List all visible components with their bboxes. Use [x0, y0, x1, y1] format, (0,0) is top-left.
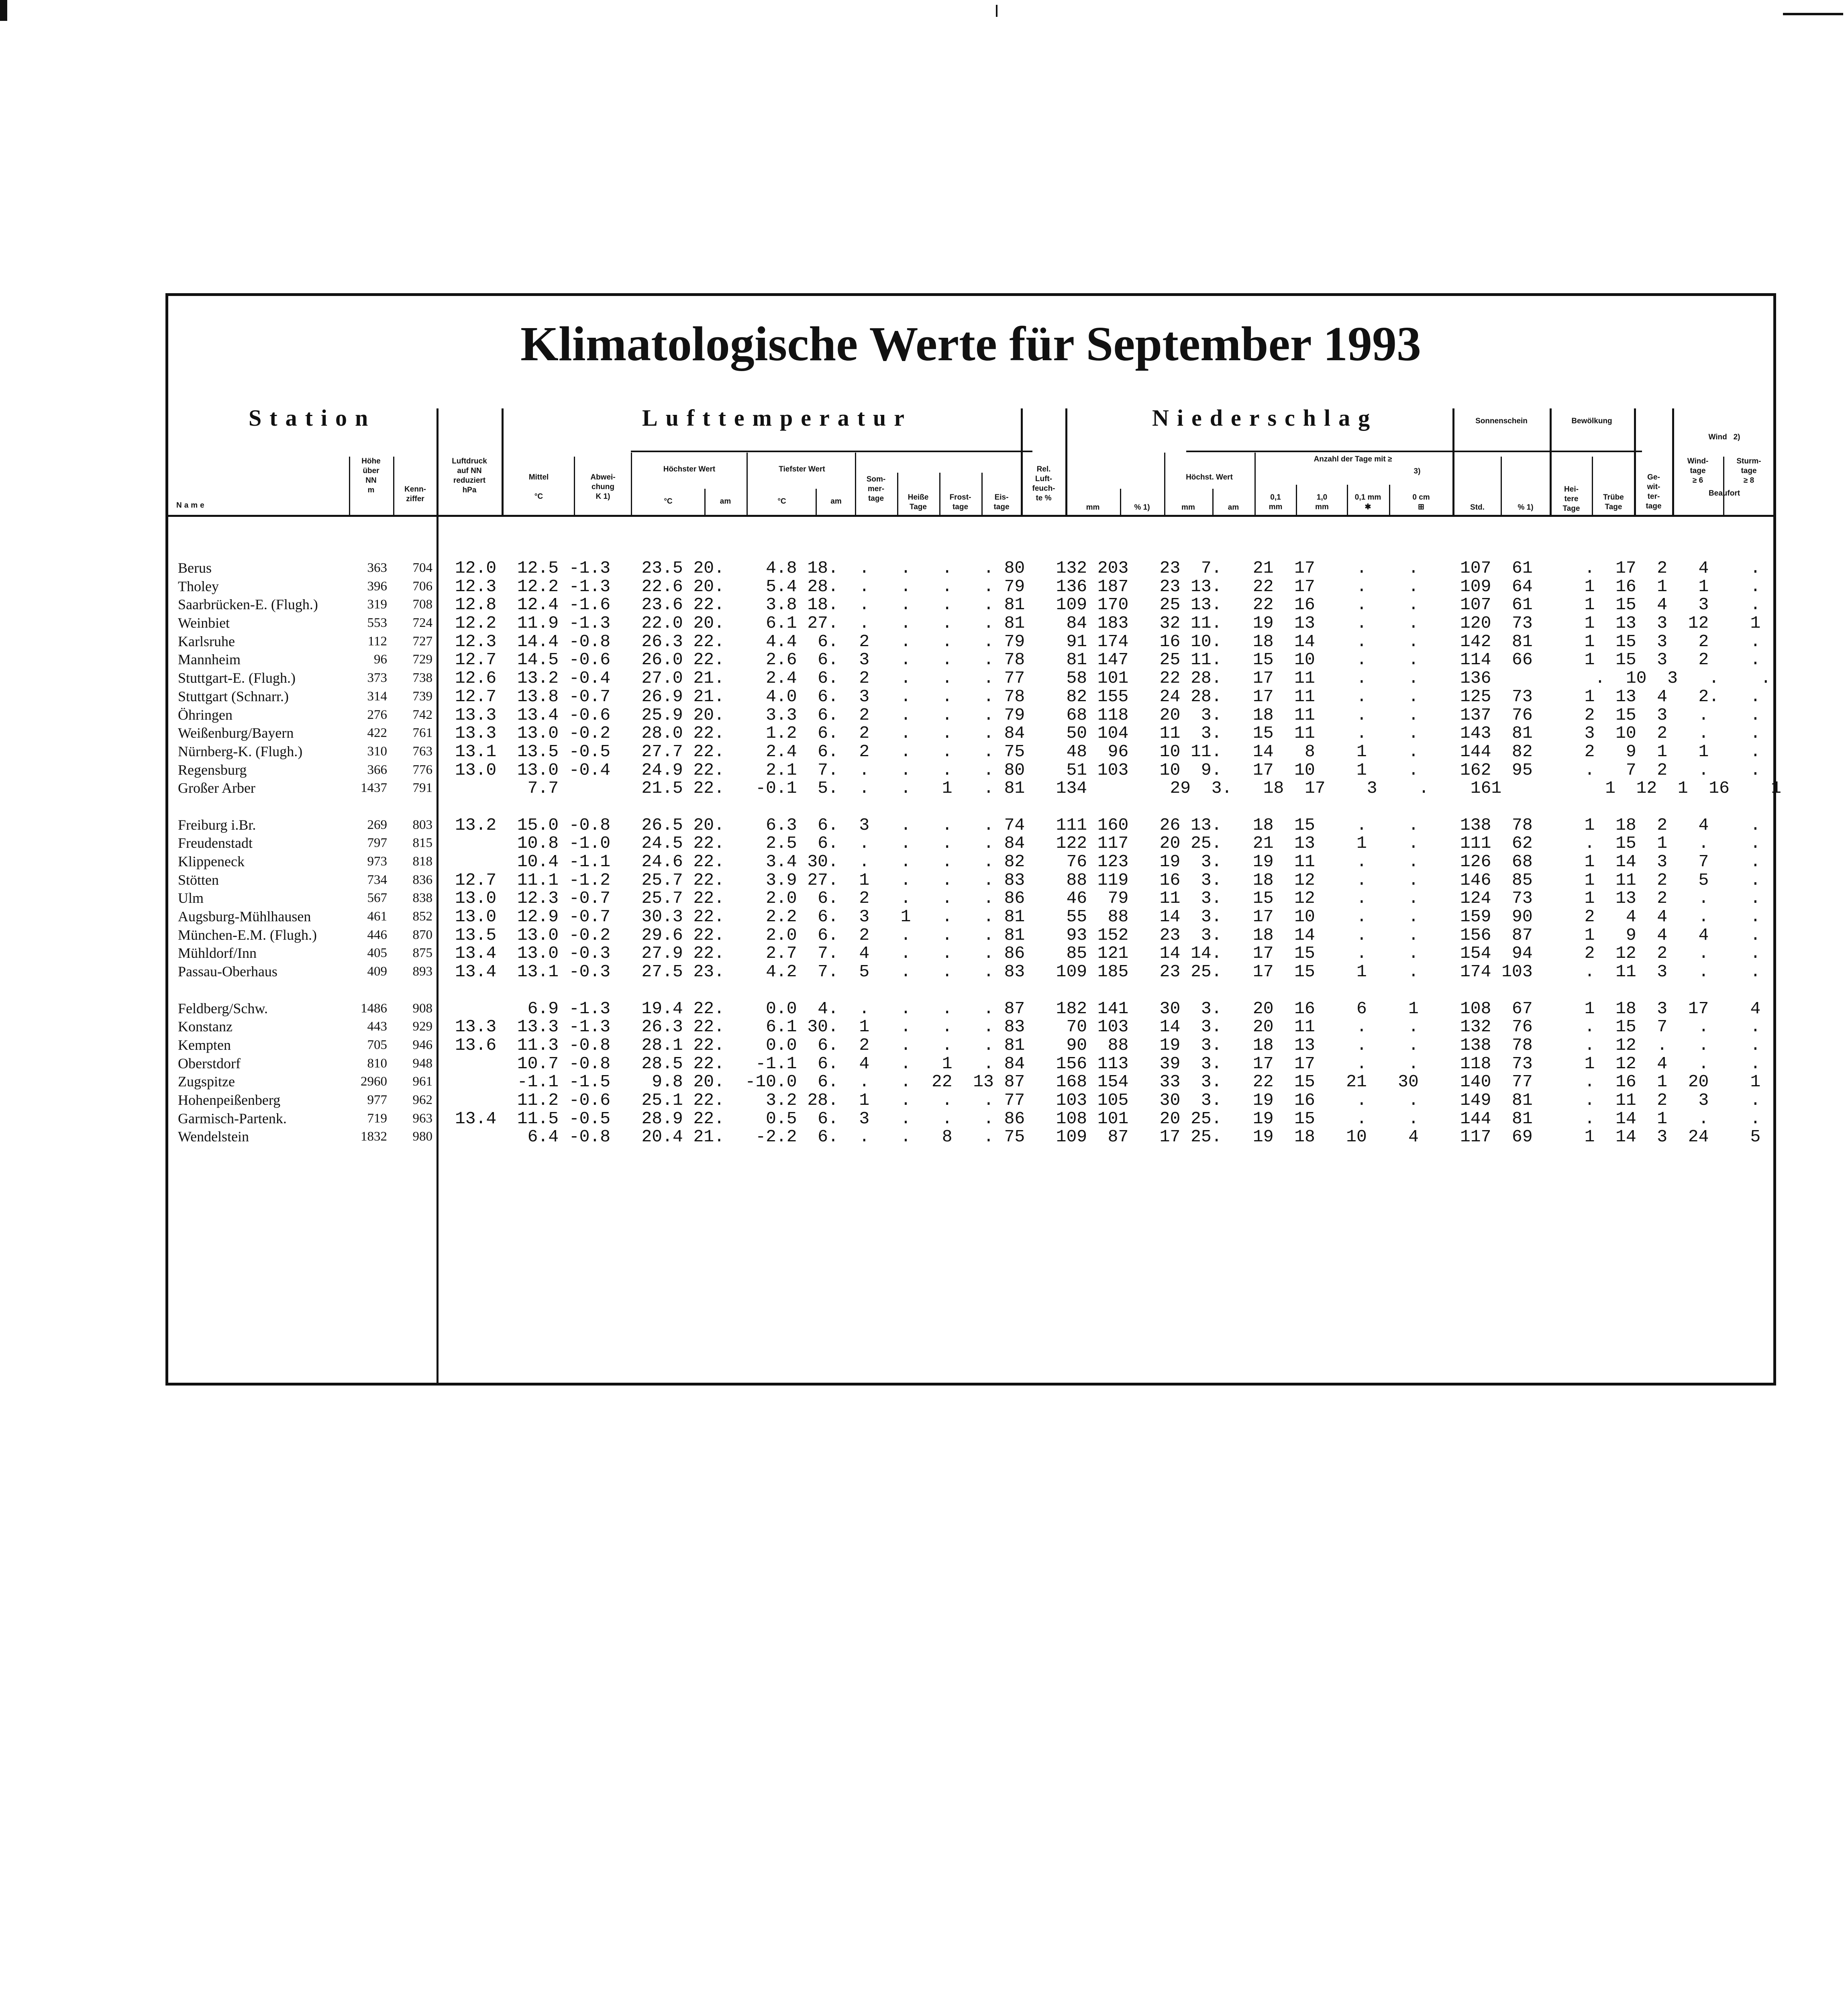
station-kennziffer: 870	[412, 927, 432, 942]
station-name: Klippeneck	[178, 853, 245, 869]
station-name: Regensburg	[178, 761, 247, 778]
hdr-hoechster-am: am	[720, 497, 731, 506]
station-hoehe: 1437	[361, 781, 387, 796]
station-values: 13.4 13.0 -0.3 27.9 22. 2.7 7. 4 . . . 86 85 121 14 14. 17 15 . . 154 94 2 12 2 . .	[455, 943, 1761, 963]
station-hoehe: 553	[367, 616, 387, 631]
station-values: 7.7 21.5 22. -0.1 5. . . 1 . 81 134 29 3. 18 17 3 . 161 1 12 1 16 1	[455, 778, 1781, 798]
station-values: 13.3 13.0 -0.2 28.0 22. 1.2 6. 2 . . . 84 50 104 11 3. 15 11 . . 143 81 3 10 2 . .	[455, 723, 1761, 743]
station-kennziffer: 962	[412, 1092, 432, 1107]
station-hoehe: 112	[367, 634, 387, 649]
station-kennziffer: 742	[412, 707, 432, 722]
hdr-ns-mm: mm	[1086, 503, 1100, 512]
header-sub-rule-ns	[1186, 451, 1642, 452]
station-name: Augsburg-Mühlhausen	[178, 908, 311, 925]
station-kennziffer: 980	[412, 1129, 432, 1144]
station-hoehe: 2960	[361, 1074, 387, 1089]
hdr-luftdruck: Luftdruck auf NN reduziert hPa	[452, 457, 487, 494]
hdr-heisse-tage: Heiße Tage	[908, 493, 929, 511]
station-kennziffer: 708	[412, 597, 432, 612]
hdr-anzahl-3: 3)	[1414, 467, 1421, 475]
station-values: 10.4 -1.1 24.6 22. 3.4 30. . . . . 82 76 123 19 3. 19 11 . . 126 68 1 14 3 7 .	[455, 852, 1761, 871]
station-hoehe: 396	[367, 579, 387, 594]
station-kennziffer: 946	[412, 1037, 432, 1052]
section-niederschlag: Niederschlag	[1152, 405, 1378, 431]
station-hoehe: 314	[367, 689, 387, 704]
hdr-hoehe: Höhe über NN m	[361, 457, 381, 494]
station-values: 6.9 -1.3 19.4 22. 0.0 4. . . . . 87 182 141 30 3. 20 16 6 1 108 67 1 18 3 17 4	[455, 998, 1761, 1018]
group-spacer	[393, 798, 432, 816]
station-hoehe: 567	[367, 891, 387, 906]
station-kennziffer: 727	[412, 634, 432, 649]
station-values: 12.3 14.4 -0.8 26.3 22. 4.4 6. 2 . . . 79 91 174 16 10. 18 14 . . 142 81 1 15 3 2 .	[455, 631, 1761, 651]
station-name: Zugspitze	[178, 1073, 235, 1090]
station-name: Oberstdorf	[178, 1055, 241, 1071]
hdr-hoechst-wert: Höchst. Wert	[1186, 473, 1233, 482]
station-values: 13.6 11.3 -0.8 28.1 22. 0.0 6. 2 . . . 81 90 88 19 3. 18 13 . . 138 78 . 12 . . .	[455, 1035, 1761, 1055]
hdr-eistage: Eis- tage	[993, 493, 1010, 511]
group-spacer	[351, 981, 387, 1000]
col-sep-hoechst-ns-am	[1212, 489, 1214, 515]
station-hoehe: 719	[367, 1111, 387, 1126]
station-hoehe: 269	[367, 817, 387, 832]
station-hoehe: 405	[367, 946, 387, 961]
station-hoehe: 973	[367, 854, 387, 869]
station-hoehe: 810	[367, 1056, 387, 1071]
col-sep-eis	[981, 473, 983, 515]
page-title: Klimatologische Werte für September 1993	[520, 317, 1422, 371]
hdr-hoechst-mm: mm	[1181, 503, 1195, 512]
hdr-sturmtage: Sturm- tage ≥ 8	[1736, 457, 1761, 485]
station-kennziffer: 836	[412, 872, 432, 887]
station-hoehe-column	[351, 559, 387, 1146]
hdr-ge-01mm: 0,1 mm	[1269, 493, 1283, 511]
station-values: -1.1 -1.5 9.8 20. -10.0 6. . . 22 13 87 168 154 33 3. 22 15 21 30 140 77 . 16 1 20 1	[455, 1072, 1761, 1092]
col-sep-sonne-pct	[1501, 457, 1502, 515]
hdr-windtage: Wind- tage ≥ 6	[1687, 457, 1709, 485]
station-values: 13.5 13.0 -0.2 29.6 22. 2.0 6. 2 . . . 81 93 152 23 3. 18 14 . . 156 87 1 9 4 4 .	[455, 925, 1761, 945]
hdr-bewoelkung: Bewölkung	[1571, 417, 1612, 425]
station-values: 13.0 12.3 -0.7 25.7 22. 2.0 6. 2 . . . 86 46 79 11 3. 15 12 . . 124 73 1 13 2 . .	[455, 888, 1761, 908]
station-name: Wendelstein	[178, 1128, 249, 1145]
station-hoehe: 319	[367, 597, 387, 612]
group-spacer	[178, 798, 318, 816]
station-kennziffer: 763	[412, 744, 432, 759]
hdr-sonnenschein: Sonnenschein	[1475, 417, 1528, 425]
station-values: 12.7 11.1 -1.2 25.7 22. 3.9 27. 1 . . . 83 88 119 16 3. 18 12 . . 146 85 1 11 2 5 .	[455, 870, 1761, 890]
hdr-kennziffer: Kenn- ziffer	[404, 485, 426, 503]
header-bottom-rule	[168, 515, 1773, 517]
col-sep-sonne	[1452, 408, 1454, 515]
station-hoehe: 96	[374, 652, 387, 667]
hdr-schnee-01: 0,1 mm ✱	[1354, 493, 1381, 511]
station-values: 11.2 -0.6 25.1 22. 3.2 28. 1 . . . 77 103 105 30 3. 19 16 . . 149 81 . 11 2 3 .	[455, 1090, 1761, 1110]
station-name: Garmisch-Partenk.	[178, 1110, 287, 1126]
station-kennziffer: 706	[412, 579, 432, 594]
col-sep-ns-mm	[1120, 489, 1121, 515]
station-name: München-E.M. (Flugh.)	[178, 926, 317, 943]
section-lufttemperatur: Lufttemperatur	[642, 405, 913, 431]
hdr-rel-feuchte: Rel. Luft- feuch- te %	[1032, 465, 1055, 502]
scan-edge-mark-top	[996, 5, 997, 17]
group-spacer	[393, 981, 432, 1000]
station-kennziffer: 791	[412, 781, 432, 796]
hdr-wind: Wind 2)	[1708, 433, 1740, 441]
station-kennziffer: 724	[412, 616, 432, 631]
group-spacer	[351, 798, 387, 816]
section-station: Station	[249, 405, 376, 431]
station-name: Feldberg/Schw.	[178, 1000, 268, 1016]
col-sep-hoechst-am	[704, 489, 706, 515]
station-kennziffer: 893	[412, 964, 432, 979]
col-sep-anzahl	[1254, 453, 1256, 515]
station-name: Stötten	[178, 871, 219, 888]
station-kennziffer: 908	[412, 1001, 432, 1016]
hdr-truebe-tage: Trübe Tage	[1603, 493, 1624, 511]
station-values: 12.2 11.9 -1.3 22.0 20. 6.1 27. . . . . 81 84 183 32 11. 19 13 . . 120 73 1 13 3 12 1	[455, 613, 1761, 633]
station-kennziffer: 729	[412, 652, 432, 667]
col-sep-sturm	[1723, 457, 1724, 515]
station-hoehe: 705	[367, 1037, 387, 1052]
station-values: 13.4 13.1 -0.3 27.5 23. 4.2 7. 5 . . . 83 109 185 23 25. 17 15 1 . 174 103 . 11 3 . .	[455, 962, 1761, 982]
station-values: 12.7 14.5 -0.6 26.0 22. 2.6 6. 3 . . . 78 81 147 25 11. 15 10 . . 114 66 1 15 3 2 .	[455, 650, 1761, 670]
station-hoehe: 276	[367, 707, 387, 722]
hdr-frosttage: Frost- tage	[949, 493, 971, 511]
col-sep-mittel	[574, 457, 575, 515]
station-hoehe: 310	[367, 744, 387, 759]
station-hoehe: 1486	[361, 1001, 387, 1016]
station-name: Stuttgart (Schnarr.)	[178, 688, 289, 704]
station-values: 13.1 13.5 -0.5 27.7 22. 2.4 6. 2 . . . 75 48 96 10 11. 14 8 1 . 144 82 2 9 1 1 .	[455, 741, 1761, 761]
station-hoehe: 409	[367, 964, 387, 979]
col-sep-hoechst-ns	[1164, 453, 1165, 515]
station-values: 13.0 13.0 -0.4 24.9 22. 2.1 7. . . . . 80 51 103 10 9. 17 10 1 . 162 95 . 7 2 . .	[455, 760, 1761, 780]
station-values: 13.4 11.5 -0.5 28.9 22. 0.5 6. 3 . . . 86 108 101 20 25. 19 15 . . 144 81 . 14 1 . .	[455, 1108, 1761, 1128]
station-name: Freudenstadt	[178, 835, 253, 851]
station-kennziffer: 948	[412, 1056, 432, 1071]
station-kennziffer: 818	[412, 854, 432, 869]
hdr-sommertage: Som- mer- tage	[866, 475, 886, 503]
station-name: Freiburg i.Br.	[178, 816, 256, 833]
station-kennziffer: 838	[412, 891, 432, 906]
station-hoehe: 734	[367, 872, 387, 887]
group-spacer	[455, 981, 1781, 1000]
col-sep-tiefst-am	[816, 489, 817, 515]
station-name: Öhringen	[178, 706, 233, 723]
station-values: 13.3 13.4 -0.6 25.9 20. 3.3 6. 2 . . . 79 68 118 20 3. 18 11 . . 137 76 2 15 3 . .	[455, 705, 1761, 725]
col-sep-station	[437, 408, 439, 1386]
station-kennziffer: 961	[412, 1074, 432, 1089]
station-name: Ulm	[178, 890, 204, 906]
hdr-ge-10mm: 1,0 mm	[1315, 493, 1329, 511]
hdr-schneedecke: 0 cm ⊞	[1412, 493, 1430, 511]
station-hoehe: 461	[367, 909, 387, 924]
climate-table-frame	[165, 293, 1781, 1386]
station-values: 10.7 -0.8 28.5 22. -1.1 6. 4 . 1 . 84 156 113 39 3. 17 17 . . 118 73 1 12 4 . .	[455, 1053, 1761, 1073]
station-values: 10.8 -1.0 24.5 22. 2.5 6. . . . . 84 122 117 20 25. 21 13 1 . 111 62 . 15 1 . .	[455, 833, 1761, 853]
hdr-tiefster-c: °C	[777, 497, 786, 506]
hdr-hoechster-wert: Höchster Wert	[663, 465, 716, 473]
col-sep-schnee	[1347, 485, 1348, 515]
col-sep-schneedecke	[1389, 485, 1390, 515]
hdr-tiefster-am: am	[830, 497, 842, 506]
station-hoehe: 446	[367, 927, 387, 942]
hdr-anzahl-tage: Anzahl der Tage mit ≥	[1314, 455, 1392, 463]
col-sep-rel	[1021, 408, 1023, 515]
group-spacer	[455, 798, 1781, 816]
station-hoehe: 797	[367, 836, 387, 851]
station-kennziffer: 803	[412, 817, 432, 832]
col-sep-frost	[939, 473, 940, 515]
station-hoehe: 977	[367, 1092, 387, 1107]
station-name: Passau-Oberhaus	[178, 963, 277, 980]
station-kennziffer: 963	[412, 1111, 432, 1126]
station-name: Großer Arber	[178, 780, 255, 796]
hdr-mittel: Mittel °C	[528, 473, 549, 501]
station-values: 12.6 13.2 -0.4 27.0 21. 2.4 6. 2 . . . 77 58 101 22 28. 17 11 . . 136 . 10 3 . .	[455, 668, 1771, 688]
station-name: Kempten	[178, 1037, 231, 1053]
station-kennziffer: 704	[412, 561, 432, 575]
col-sep-tiefst	[747, 453, 748, 515]
col-sep-kenn	[393, 457, 394, 515]
col-sep-abw	[631, 453, 632, 515]
station-hoehe: 1832	[361, 1129, 387, 1144]
station-values: 13.0 12.9 -0.7 30.3 22. 2.2 6. 3 1 . . 81 55 88 14 3. 17 10 . . 159 90 2 4 4 . .	[455, 907, 1761, 927]
hdr-hoechst-am: am	[1228, 503, 1239, 512]
hdr-abweichung: Abwei- chung K 1)	[590, 473, 616, 501]
col-sep-10mm	[1296, 485, 1297, 515]
station-name: Karlsruhe	[178, 633, 235, 649]
station-values: 13.3 13.3 -1.3 26.3 22. 6.1 30. 1 . . . 83 70 103 14 3. 20 11 . . 132 76 . 15 7 . .	[455, 1017, 1761, 1037]
station-values: 12.7 13.8 -0.7 26.9 21. 4.0 6. 3 . . . 78 82 155 24 28. 17 11 . . 125 73 1 13 4 2. .	[455, 686, 1761, 706]
hdr-beaufort: Beaufort	[1708, 489, 1740, 498]
scan-edge-mark-top-left	[0, 0, 7, 21]
station-values: 6.4 -0.8 20.4 21. -2.2 6. . . 8 . 75 109 87 17 25. 19 18 10 4 117 69 1 14 3 24 5	[455, 1127, 1761, 1147]
station-kennziffer-column	[393, 559, 432, 1146]
station-kennziffer: 739	[412, 689, 432, 704]
hdr-heitere-tage: Hei- tere Tage	[1562, 485, 1580, 513]
hdr-hoechster-c: °C	[664, 497, 673, 506]
station-values: 13.2 15.0 -0.8 26.5 20. 6.3 6. 3 . . . 74 111 160 26 13. 18 15 . . 138 78 1 18 2 4 .	[455, 815, 1761, 835]
col-sep-heiss	[897, 473, 898, 515]
scan-edge-mark-top-right	[1783, 13, 1843, 15]
station-name: Weißenburg/Bayern	[178, 725, 294, 741]
station-hoehe: 422	[367, 726, 387, 741]
station-name: Berus	[178, 560, 212, 576]
col-sep-hoehe	[349, 457, 350, 515]
station-kennziffer: 852	[412, 909, 432, 924]
station-name: Saarbrücken-E. (Flugh.)	[178, 596, 318, 613]
station-name: Nürnberg-K. (Flugh.)	[178, 743, 303, 759]
station-name: Stuttgart-E. (Flugh.)	[178, 670, 296, 686]
group-spacer	[178, 981, 318, 1000]
station-hoehe: 363	[367, 561, 387, 575]
station-kennziffer: 761	[412, 726, 432, 741]
station-kennziffer: 738	[412, 671, 432, 686]
col-sep-truebe	[1592, 457, 1593, 515]
hdr-sonne-pct: % 1)	[1518, 503, 1534, 512]
station-kennziffer: 875	[412, 946, 432, 961]
col-sep-sommer	[855, 453, 856, 515]
station-name: Hohenpeißenberg	[178, 1092, 281, 1108]
station-name: Konstanz	[178, 1018, 233, 1035]
station-name: Mühldorf/Inn	[178, 945, 257, 961]
station-name-column	[178, 559, 318, 1146]
station-kennziffer: 929	[412, 1019, 432, 1034]
station-values: 12.3 12.2 -1.3 22.6 20. 5.4 28. . . . . 79 136 187 23 13. 22 17 . . 109 64 1 16 1 1 .	[455, 576, 1761, 596]
hdr-ns-pct: % 1)	[1134, 503, 1150, 512]
col-sep-ns	[1065, 408, 1067, 515]
station-values: 12.8 12.4 -1.6 23.6 22. 3.8 18. . . . . 81 109 170 25 13. 22 16 . . 107 61 1 15 4 3 .	[455, 595, 1761, 615]
station-hoehe: 373	[367, 671, 387, 686]
hdr-sonne-std: Std.	[1470, 503, 1485, 512]
hdr-gewittertage: Ge- wit- ter- tage	[1646, 473, 1662, 510]
station-values: 12.0 12.5 -1.3 23.5 20. 4.8 18. . . . . 80 132 203 23 7. 21 17 . . 107 61 . 17 2 4 .	[455, 558, 1761, 578]
station-hoehe: 366	[367, 762, 387, 777]
station-name: Weinbiet	[178, 615, 230, 631]
col-sep-luftdruck	[502, 408, 504, 515]
hdr-name: Name	[176, 501, 207, 510]
hdr-tiefster-wert: Tiefster Wert	[779, 465, 825, 473]
station-hoehe: 443	[367, 1019, 387, 1034]
station-name: Mannheim	[178, 651, 241, 668]
station-kennziffer: 815	[412, 836, 432, 851]
header-sub-rule-temp	[631, 451, 1032, 452]
station-name: Tholey	[178, 578, 219, 594]
station-data-column	[455, 559, 1781, 1146]
station-kennziffer: 776	[412, 762, 432, 777]
